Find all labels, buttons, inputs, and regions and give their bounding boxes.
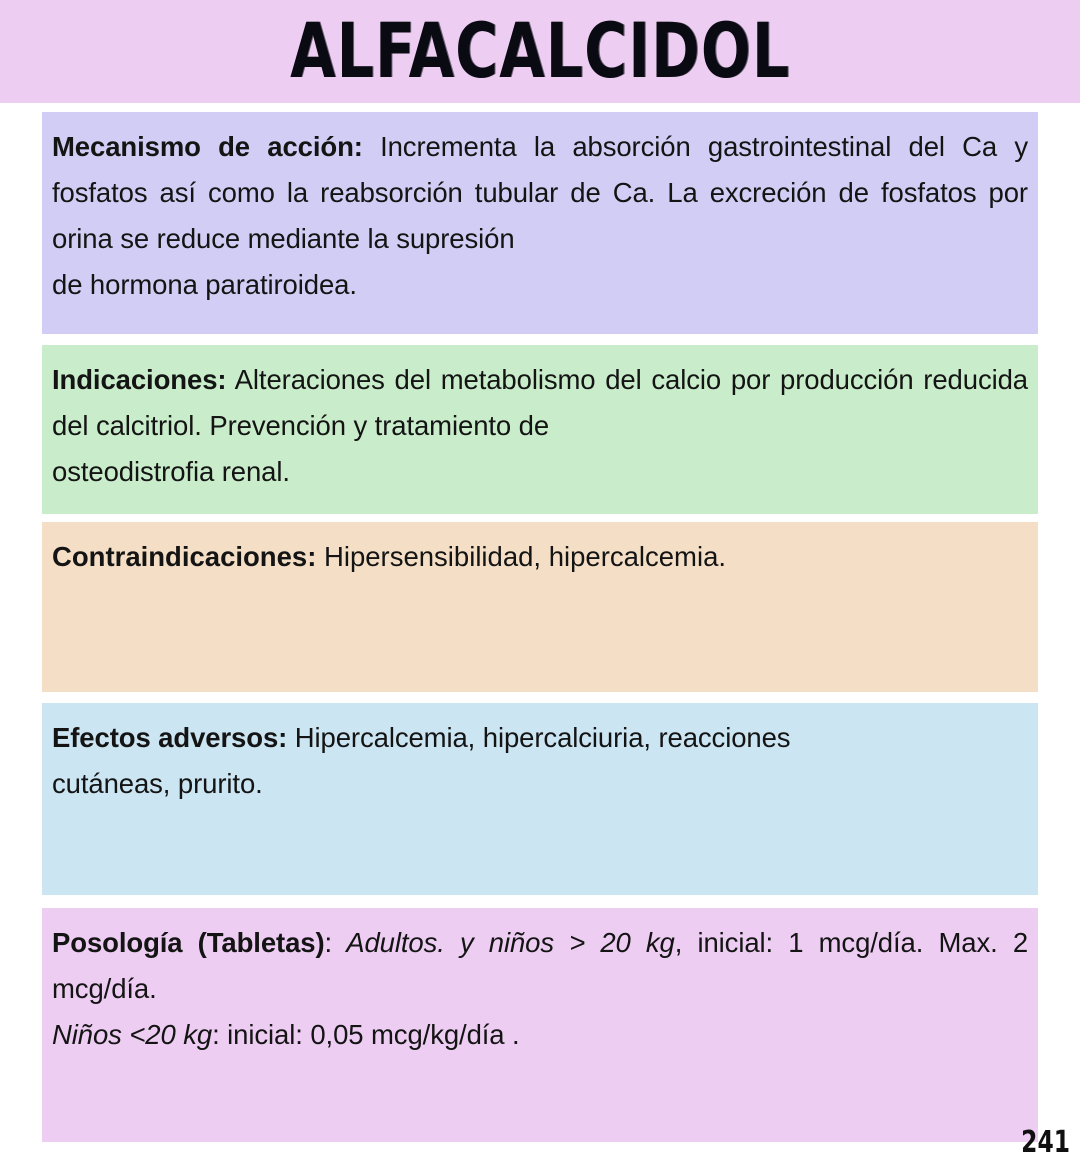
section-posologia bbox=[42, 908, 1038, 1142]
dosage-children-line bbox=[52, 1012, 1028, 1058]
section-body bbox=[52, 920, 1028, 1012]
section-body bbox=[52, 357, 1028, 449]
section-label-contraindicaciones: Contraindicaciones: bbox=[52, 541, 317, 572]
section-body bbox=[52, 534, 1028, 580]
section-body-continued: cutáneas, prurito. bbox=[52, 768, 263, 799]
section-body bbox=[52, 124, 1028, 262]
section-efectos-adversos bbox=[42, 703, 1038, 895]
section-body-continued: osteodistrofia renal. bbox=[52, 456, 290, 487]
dosage-adults-value: , inicial: 1 mcg/día. Max. 2 mcg/día. bbox=[52, 927, 1029, 1004]
page-title: ALFACALCIDOL bbox=[289, 7, 791, 96]
page-number: 241 bbox=[1021, 1125, 1070, 1161]
page-header-banner bbox=[0, 0, 1080, 103]
section-body bbox=[52, 715, 1028, 761]
section-label-posologia: Posología (Tabletas) bbox=[52, 927, 325, 958]
section-indicaciones bbox=[42, 345, 1038, 514]
section-label-mecanismo-de-accion: Mecanismo de acción: bbox=[52, 131, 363, 162]
section-text-indicaciones: Alteraciones del metabolismo del calcio por producción reducida del calcitriol. Prevención y tratamiento de bbox=[52, 364, 1028, 441]
dosage-children-value: : inicial: 0,05 mcg/kg/día . bbox=[212, 1019, 520, 1050]
section-contraindicaciones bbox=[42, 522, 1038, 692]
section-text-contraindicaciones: Hipersensibilidad, hipercalcemia. bbox=[316, 541, 726, 572]
section-mecanismo-de-accion bbox=[42, 112, 1038, 334]
section-text-mecanismo-de-accion: Incrementa la absorción gastrointestinal del Ca y fosfatos así como la reabsorción tubular de Ca. La excreción de fosfatos por orina se reduce mediante la supresión bbox=[52, 131, 1028, 254]
dosage-adults-qualifier: Adultos. y niños > 20 kg bbox=[332, 927, 675, 958]
section-text-efectos-adversos: Hipercalcemia, hipercalciuria, reacciones bbox=[287, 722, 791, 753]
section-label-posologia-colon: : bbox=[324, 927, 333, 958]
section-label-indicaciones: Indicaciones: bbox=[52, 364, 227, 395]
section-label-efectos-adversos: Efectos adversos: bbox=[52, 722, 288, 753]
dosage-children-qualifier: Niños <20 kg bbox=[52, 1019, 213, 1050]
section-body-continued: de hormona paratiroidea. bbox=[52, 269, 357, 300]
